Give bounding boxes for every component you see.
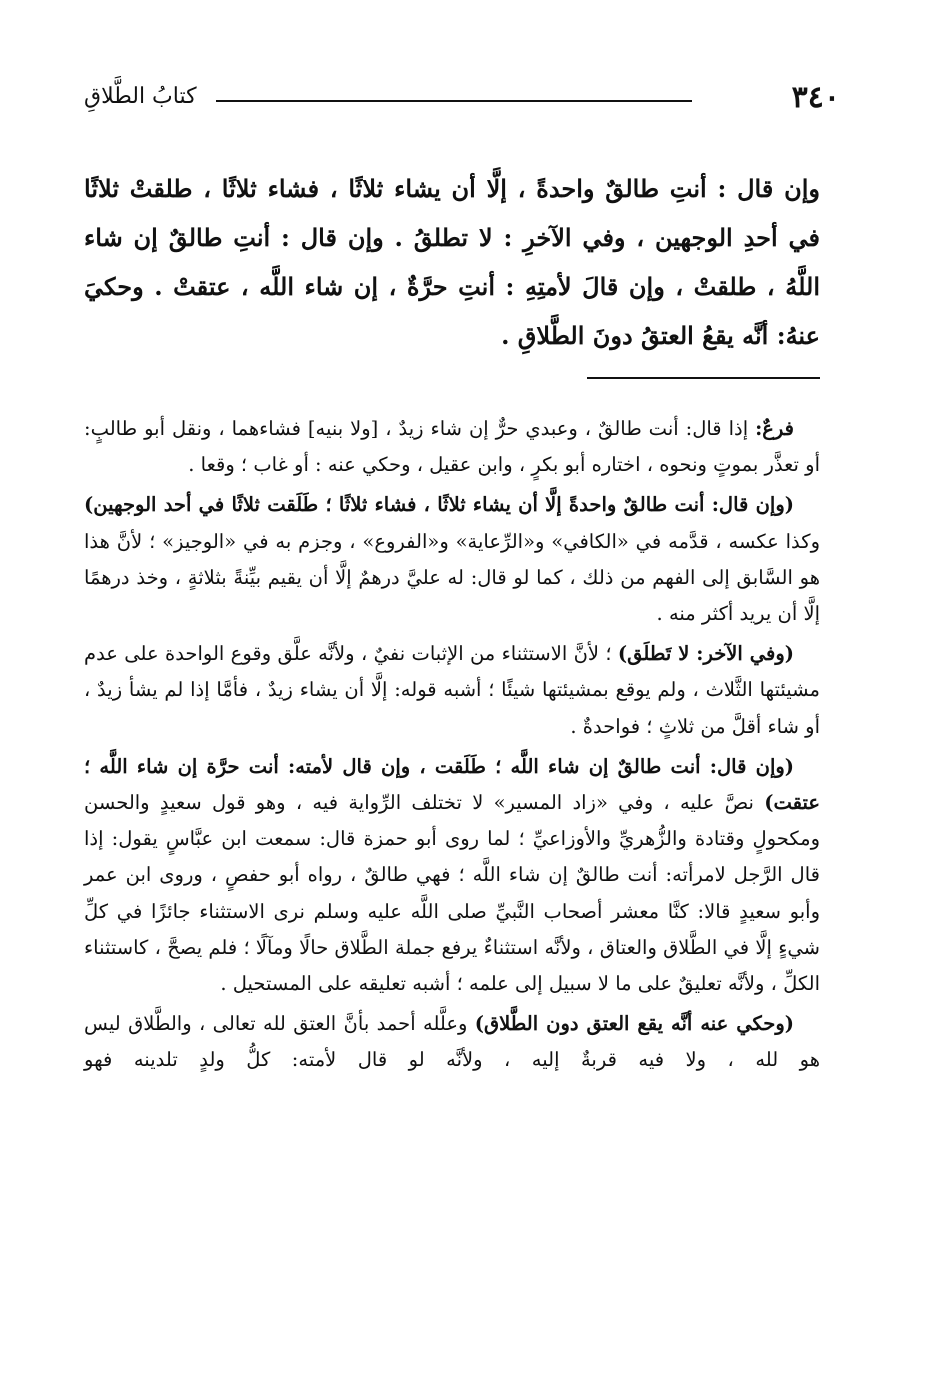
running-title: كتابُ الطَّلاقِ [84, 84, 197, 109]
paragraph-body: نصَّ عليه ، وفي «زاد المسير» لا تختلف الرِّواية فيه ، وهو قول سعيدٍ والحسن ومكحولٍ وقتادة والزُّهريِّ والأوزاعيِّ ؛ لما روى أبو حمزة قال: سمعت ابن عبَّاسٍ يقول: إذا قال الرَّجل لامرأته: أنت طالقٌ إن شاء اللَّه ؛ فهي طالقٌ ، رواه أبو حفصٍ ، وروى ابن عمر وأبو سعيدٍ قالا: كنَّا معشر أصحاب النَّبيِّ صلى اللَّه عليه وسلم نرى الاستثناء جائزًا في كلِّ شيءٍ إلَّا في الطَّلاق والعتاق ، ولأنَّه استثناءٌ يرفع جملة الطَّلاق حالًا ومآلًا ؛ فلم يصحَّ ، كاستثناء الكلِّ ، ولأنَّه تعليقٌ على ما لا سبيل إلى علمه ؛ أشبه تعليقه على المستحيل . [84, 791, 820, 996]
quoted-matn: (وإن قال: أنت طالقٌ إن شاء اللَّه ؛ طَلَقت ، وإن قال لأمته: أنت حرَّة إن شاء اللَّه ؛ عتقت) [84, 754, 820, 815]
quoted-matn: (وإن قال: أنت طالقٌ واحدةً إلَّا أن يشاء ثلاثًا ، فشاء ثلاثًا ؛ طَلَقت ثلاثًا في أحد الوجهين) [84, 493, 794, 517]
commentary-paragraph [84, 636, 820, 745]
paragraph-body: وعلَّله أحمد بأنَّ العتق لله تعالى ، والطَّلاق ليس هو لله ، ولا فيه قربةٌ إليه ، ولأنَّه لو قال لأمته: كلُّ ولدٍ تلدينه فهو [84, 1012, 820, 1072]
commentary-paragraph [84, 1006, 820, 1078]
paragraph-body: ؛ لأنَّ الاستثناء من الإثبات نفيٌ ، ولأنَّه علَّق وقوع الواحدة على عدم مشيئتها الثَّلاث ، ولم يوقع بمشيئتها شيئًا ؛ أشبه قوله: إلَّا أن يشاء زيدٌ ، فأمَّا إذا لم يشأ زيدٌ ، أو شاء أقلَّ من ثلاثٍ ؛ فواحدةٌ . [84, 642, 820, 738]
page-header [84, 78, 840, 118]
paragraph-body: وكذا عكسه ، قدَّمه في «الكافي» و«الرِّعاية» و«الفروع» ، وجزم به في «الوجيز» ؛ لأنَّ هذا هو السَّابق إلى الفهم من ذلك ، كما لو قال: له عليَّ درهمٌ إلَّا أن يقيم بيِّنةً بثلاثةٍ ، وخذ درهمًا إلَّا أن يريد أكثر منه . [84, 529, 820, 626]
header-rule [216, 100, 692, 102]
paragraph-lead: فرعٌ: [755, 417, 794, 440]
footnote-separator [587, 377, 820, 379]
commentary [84, 411, 820, 1083]
commentary-paragraph [84, 749, 820, 1002]
main-text: وإن قال : أنتِ طالقٌ واحدةً ، إلَّا أن يشاء ثلاثًا ، فشاء ثلاثًا ، طلقتْ ثلاثًا في أحدِ الوجهين ، وفي الآخرِ : لا تطلقُ . وإن قال : أنتِ طالقٌ إن شاء اللَّهُ ، طلقتْ ، وإن قالَ لأمتِهِ : أنتِ حرَّةٌ ، إن شاء اللَّه ، عتقتْ . وحكيَ عنهُ: أنَّه يقعُ العتقُ دونَ الطَّلاقِ . [84, 174, 821, 350]
paragraph-body: إذا قال: أنت طالقٌ ، وعبدي حرٌّ إن شاء زيدٌ ، [ولا بنيه] فشاءهما ، ونقل أبو طالبٍ: أو تعذَّر بموتٍ ونحوه ، اختاره أبو بكرٍ ، وابن عقيل ، وحكي عنه : أو غاب ؛ وقعا . [84, 417, 820, 477]
page-number: ٣٤٠ [791, 80, 840, 115]
commentary-paragraph [84, 411, 820, 483]
quoted-matn: (وفي الآخر: لا تَطلَق) [617, 642, 794, 666]
quoted-matn: (وحكي عنه أنَّه يقع العتق دون الطَّلاق) [474, 1012, 794, 1036]
commentary-paragraph [84, 487, 820, 632]
